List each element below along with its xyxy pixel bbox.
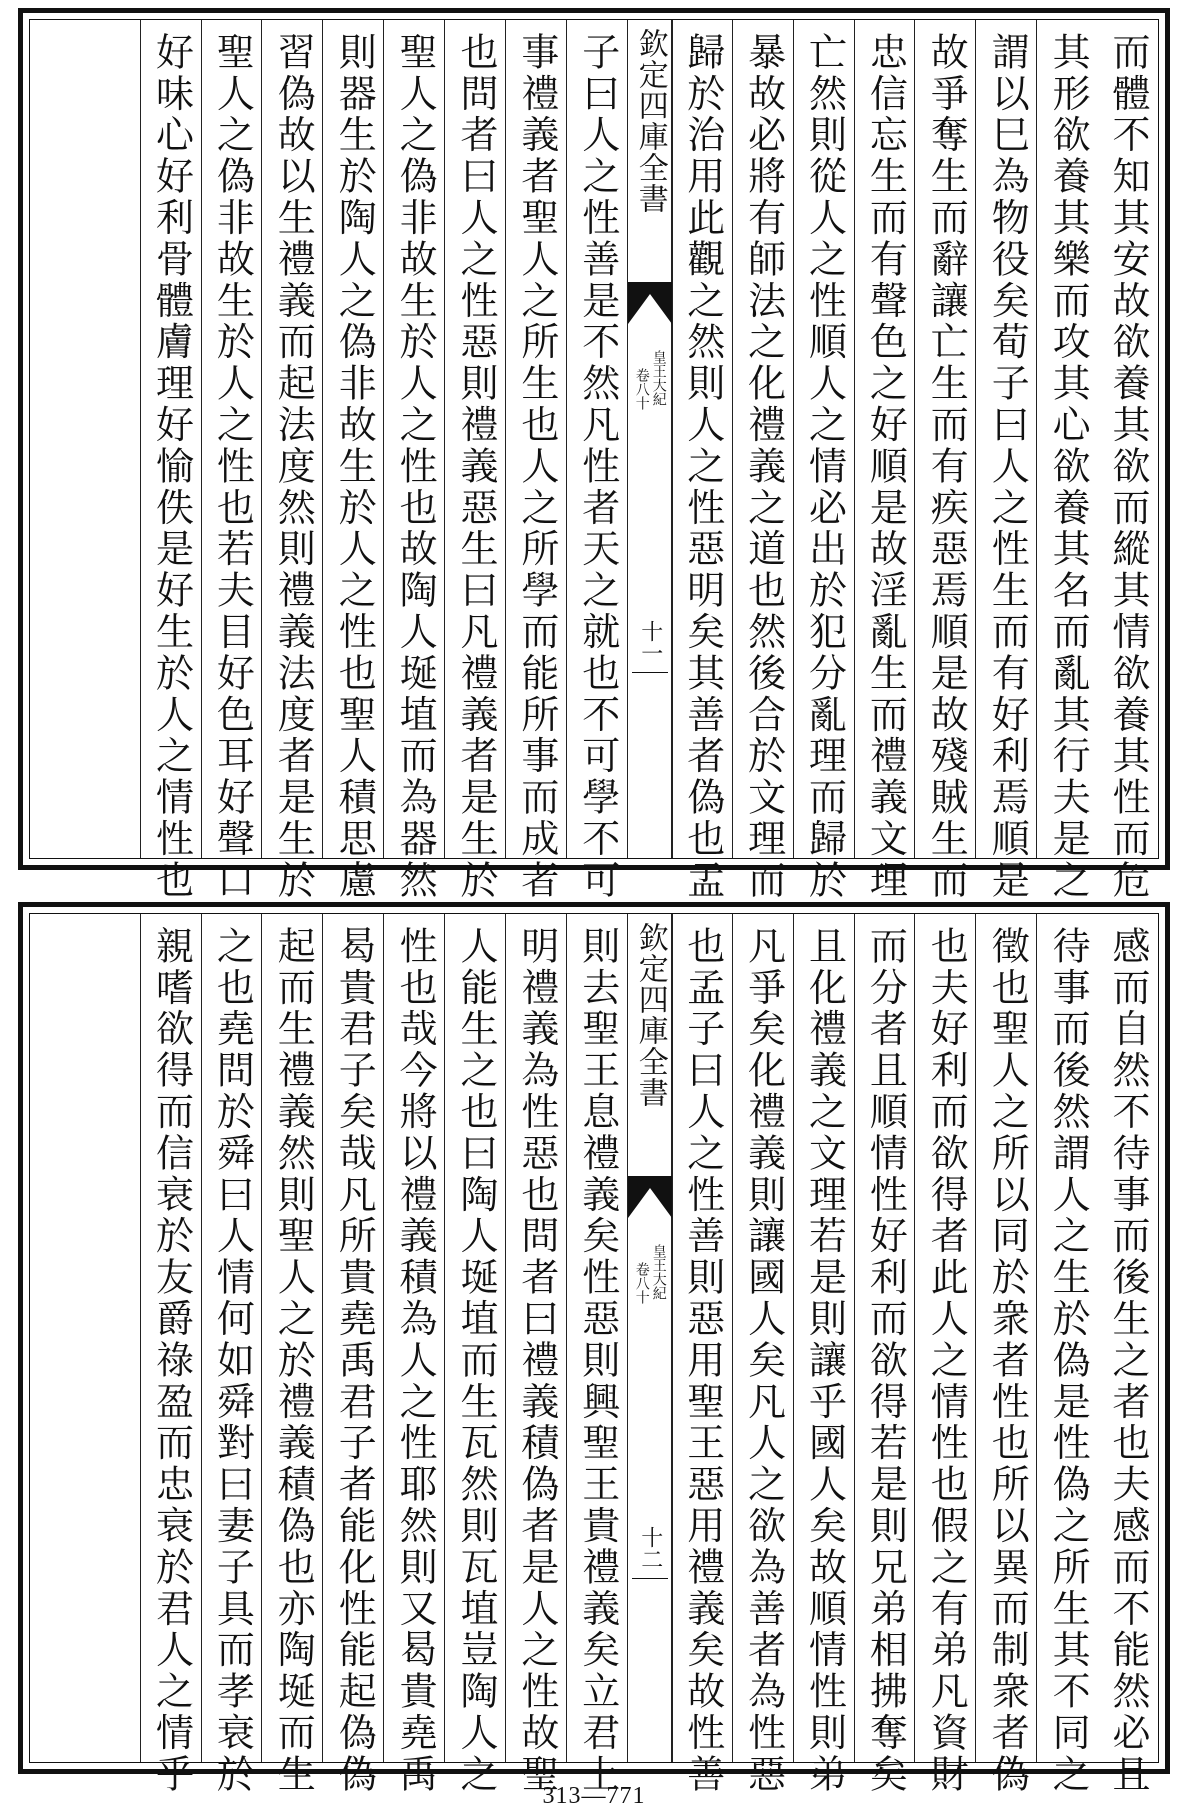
folio-number: 十二	[637, 1526, 663, 1570]
fishtail-ornament	[628, 286, 672, 324]
text-column-line: 也孟子曰人之性善則惡用聖王惡用禮義矣故性善	[680, 926, 725, 1796]
page-number: 313—771	[542, 1783, 646, 1809]
text-column-line: 而分者且順情性好利而欲得若是則兄弟相拂奪矣	[863, 926, 908, 1796]
text-column-line: 起而生禮義然則聖人之於禮義積偽也亦陶埏而生	[271, 926, 316, 1796]
text-column-right-1	[1097, 20, 1158, 902]
text-column-right-3	[975, 20, 1037, 902]
text-column-left-1	[566, 20, 628, 902]
upper-page-frame	[18, 8, 1170, 902]
text-column-left-6	[261, 914, 323, 1796]
text-column-line: 也問者曰人之性惡則禮義惡生曰凡禮義者是生於	[453, 32, 498, 902]
text-column-line: 暴故必將有師法之化禮義之道也然後合於文理而	[741, 32, 786, 902]
text-column-line: 習偽故以生禮義而起法度然則禮義法度者是生於	[271, 32, 316, 902]
text-column-left-4	[383, 20, 445, 902]
fore-edge-header-strip	[627, 914, 673, 1762]
text-column-right-6	[793, 20, 855, 902]
text-column-line: 而體不知其安故欲養其欲而縱其情欲養其性而危	[1105, 32, 1150, 902]
text-column-left-3	[444, 914, 506, 1796]
text-column-left-4	[383, 914, 445, 1796]
work-title: 皇王大紀	[650, 1244, 667, 1300]
text-column-right-8	[671, 20, 733, 902]
text-column-line: 其形欲養其樂而攻其心欲養其名而亂其行夫是之	[1046, 32, 1091, 902]
text-column-left-5	[322, 914, 384, 1796]
text-column-line: 子曰人之性善是不然凡性者天之就也不可學不可	[575, 32, 620, 902]
text-column-left-2	[505, 20, 567, 902]
text-column-right-5	[854, 20, 916, 902]
text-column-left-1	[566, 914, 628, 1796]
text-column-line: 則去聖王息禮義矣性惡則興聖王貴禮義矣立君上	[575, 926, 620, 1796]
text-column-line: 事禮義者聖人之所生也人之所學而能所事而成者	[514, 32, 559, 902]
text-column-line: 親嗜欲得而信衰於友爵祿盈而忠衰於君人之情乎	[149, 926, 194, 1796]
upper-page-columns	[30, 20, 1158, 902]
text-column-left-3	[444, 20, 506, 902]
text-column-line: 性也哉今將以禮義積為人之性耶然則又曷貴堯禹	[393, 926, 438, 1796]
folio-rule	[632, 1578, 668, 1579]
text-column-line: 也夫好利而欲得者此人之情性也假之有弟凡資財	[924, 926, 969, 1796]
fore-edge-header-strip	[627, 20, 673, 858]
book-title: 欽定四庫全書	[632, 28, 668, 214]
text-column-line: 忠信忘生而有聲色之好順是故淫亂生而禮義文理	[863, 32, 908, 902]
text-column-line: 人能生之也曰陶人埏埴而生瓦然則瓦埴豈陶人之	[453, 926, 498, 1796]
text-column-left-7	[201, 914, 263, 1796]
text-column-left-7	[201, 20, 263, 902]
folio-number: 十一	[637, 620, 663, 664]
text-column-right-7	[732, 20, 794, 902]
text-column-left-6	[261, 20, 323, 902]
text-column-right-1	[1097, 914, 1158, 1796]
text-column-line: 歸於治用此觀之然則人之性惡明矣其善者偽也孟	[680, 32, 725, 902]
text-column-line: 曷貴君子矣哉凡所貴堯禹君子者能化性能起偽偽	[332, 926, 377, 1796]
text-column-right-4	[914, 20, 976, 902]
text-column-line: 明禮義為性惡也問者曰禮義積偽者是人之性故聖	[514, 926, 559, 1796]
chapter-label: 卷八十	[633, 1262, 650, 1304]
upper-page-inner-border	[29, 19, 1159, 902]
text-column-line: 亡然則從人之性順人之情必出於犯分亂理而歸於	[802, 32, 847, 902]
text-column-line: 謂以巳為物役矣荀子曰人之性生而有好利焉順是	[985, 32, 1030, 902]
text-column-left-2	[505, 914, 567, 1796]
text-column-right-8	[671, 914, 733, 1796]
fishtail-ornament	[628, 1180, 672, 1218]
text-column-line: 待事而後然謂人之生於偽是性偽之所生其不同之	[1046, 926, 1091, 1796]
text-column-right-6	[793, 914, 855, 1796]
text-column-line: 之也堯問於舜曰人情何如舜對曰妻子具而孝衰於	[210, 926, 255, 1796]
work-title: 皇王大紀	[650, 350, 667, 406]
text-column-line: 好味心好利骨體膚理好愉佚是好生於人之情性也	[149, 32, 194, 902]
text-column-line: 且化禮義之文理若是則讓乎國人矣故順情性則弟	[802, 926, 847, 1796]
text-column-line: 聖人之偽非故生於人之性也故陶人埏埴而為器然	[393, 32, 438, 902]
text-column-line: 凡爭矣化禮義則讓國人矣凡人之欲為善者為性惡	[741, 926, 786, 1796]
book-title: 欽定四庫全書	[632, 922, 668, 1108]
text-column-line: 感而自然不待事而後生之者也夫感而不能然必且	[1105, 926, 1150, 1796]
text-column-right-2	[1036, 20, 1098, 902]
text-column-line: 徵也聖人之所以同於衆者性也所以異而制衆者偽	[985, 926, 1030, 1796]
folio-rule	[632, 672, 668, 673]
chapter-label: 卷八十	[633, 368, 650, 410]
text-column-line: 聖人之偽非故生於人之性也若夫目好色耳好聲口	[210, 32, 255, 902]
text-column-left-8	[140, 914, 202, 1796]
text-column-right-2	[1036, 914, 1098, 1796]
text-column-right-5	[854, 914, 916, 1796]
text-column-left-5	[322, 20, 384, 902]
text-column-line: 則器生於陶人之偽非故生於人之性也聖人積思慮	[332, 32, 377, 902]
text-column-line: 故爭奪生而辭讓亡生而有疾惡焉順是故殘賊生而	[924, 32, 969, 902]
text-column-right-3	[975, 914, 1037, 1796]
text-column-right-7	[732, 914, 794, 1796]
text-column-left-8	[140, 20, 202, 902]
text-column-right-4	[914, 914, 976, 1796]
